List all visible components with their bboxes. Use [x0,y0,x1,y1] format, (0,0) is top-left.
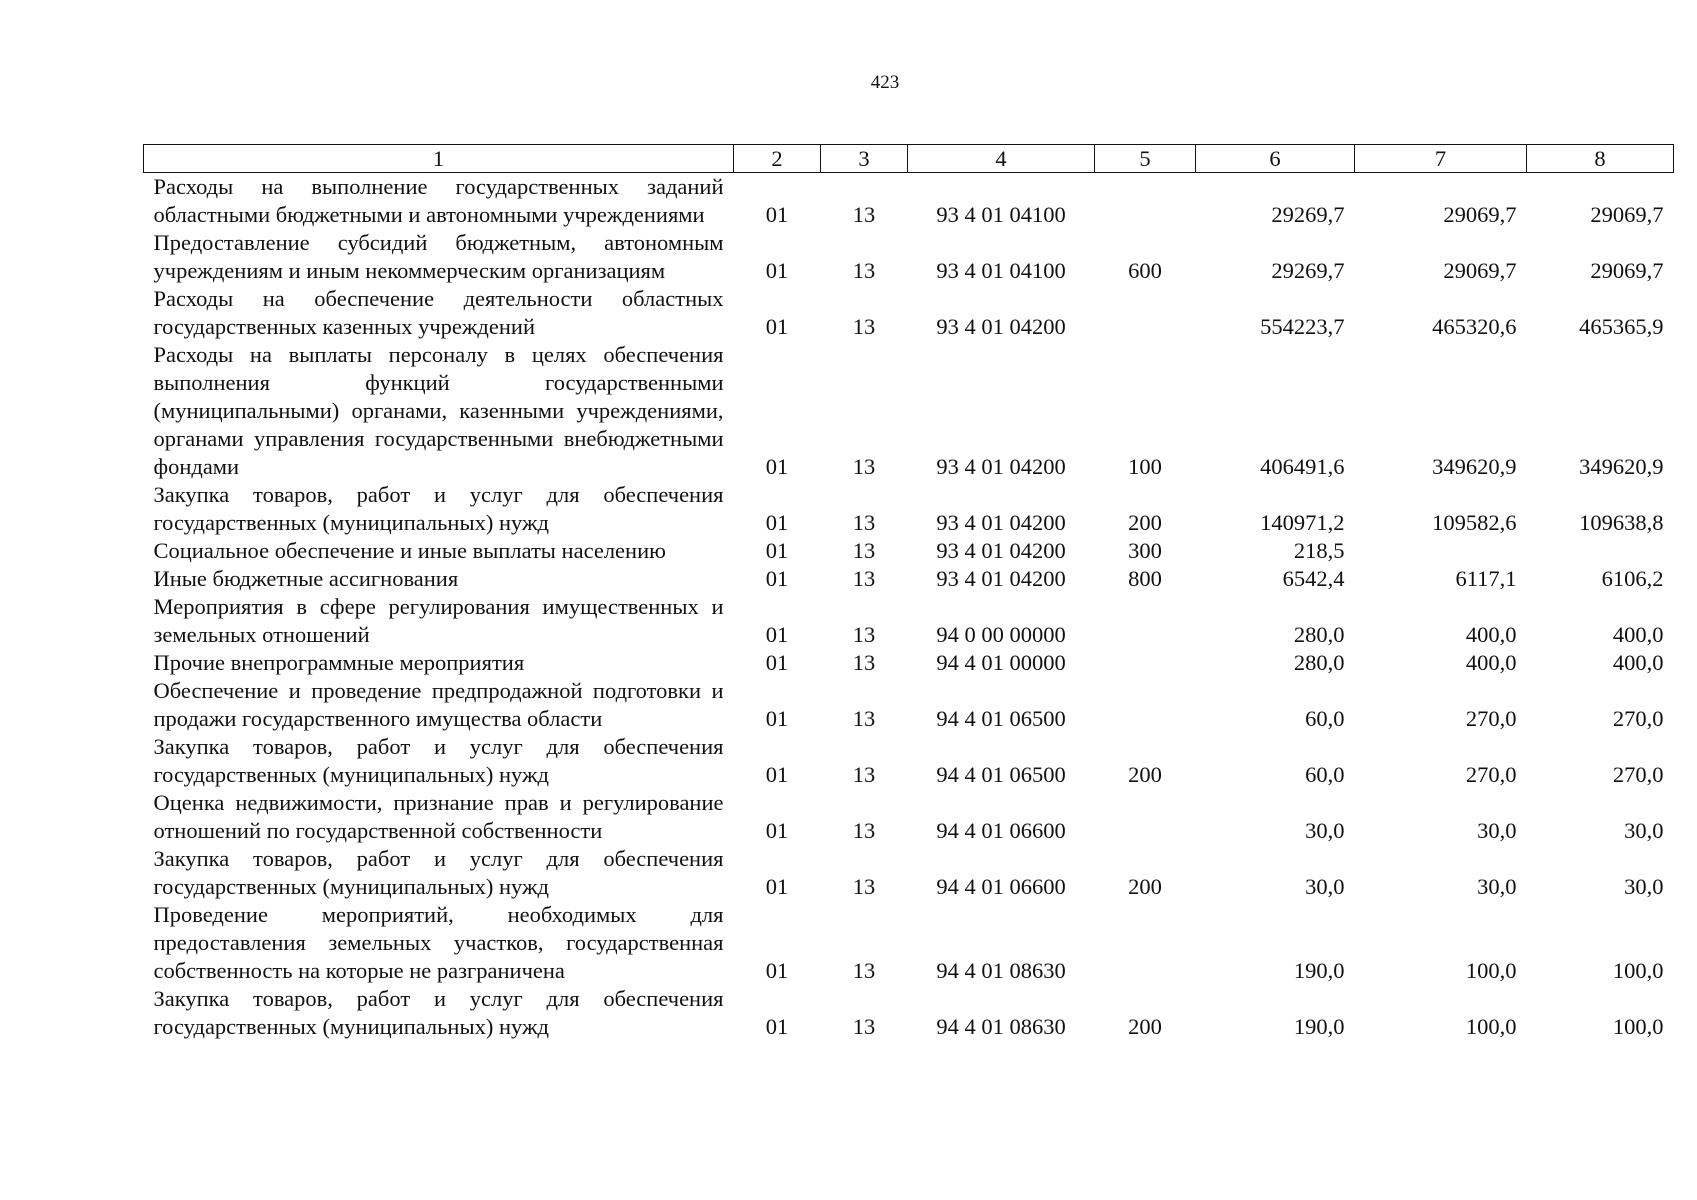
row-description: Мероприятия в сфере регулирования имущественных и земельных отношений [153,594,724,647]
row-target-article-code: 94 4 01 06600 [936,874,1066,899]
row-description: Закупка товаров, работ и услуг для обеспечения государственных (муниципальных) нужд [153,846,724,899]
header-col-3: 3 [821,145,908,173]
row-amount-col-8 [1527,537,1674,565]
table-row [144,901,1674,985]
row-amount-col-6: 30,0 [1305,874,1345,899]
row-target-article-code: 93 4 01 04200 [936,538,1066,563]
row-section-code: 01 [765,510,789,535]
header-col-5: 5 [1095,145,1196,173]
row-expense-type-code [1095,901,1196,985]
table-row [144,733,1674,789]
row-amount-col-7: 400,0 [1465,622,1517,647]
row-amount-col-7: 465320,6 [1432,314,1517,339]
row-expense-type-code: 800 [1128,566,1162,591]
row-amount-col-6: 29269,7 [1271,202,1345,227]
row-section-code: 01 [765,818,789,843]
row-amount-col-7: 29069,7 [1443,202,1517,227]
row-target-article-code: 93 4 01 04200 [936,314,1066,339]
header-col-8: 8 [1527,145,1674,173]
row-description: Обеспечение и проведение предпродажной подготовки и продажи государственного имущества области [153,678,724,731]
row-target-article-code: 93 4 01 04200 [936,566,1066,591]
table-row [144,173,1674,230]
row-target-article-code: 93 4 01 04100 [936,258,1066,283]
row-subsection-code: 13 [852,566,876,591]
row-subsection-code: 13 [852,258,876,283]
row-section-code: 01 [765,762,789,787]
row-section-code: 01 [765,454,789,479]
row-expense-type-code: 600 [1128,258,1162,283]
row-amount-col-7: 6117,1 [1455,566,1517,591]
table-row [144,229,1674,285]
row-amount-col-6: 554223,7 [1260,314,1345,339]
row-subsection-code: 13 [852,706,876,731]
table-body [144,173,1674,1042]
row-subsection-code: 13 [852,510,876,535]
row-section-code: 01 [765,314,789,339]
table-row [144,845,1674,901]
row-description: Проведение мероприятий, необходимых для предоставления земельных участков, государственная собственность на которые не разграничена [153,902,724,983]
row-expense-type-code [1095,593,1196,649]
table-row [144,537,1674,565]
header-col-6: 6 [1196,145,1355,173]
row-subsection-code: 13 [852,958,876,983]
row-expense-type-code [1095,789,1196,845]
row-amount-col-8: 29069,7 [1590,202,1664,227]
row-target-article-code: 94 4 01 08630 [936,958,1066,983]
row-amount-col-6: 29269,7 [1271,258,1345,283]
header-row [144,145,1674,173]
row-amount-col-6: 6542,4 [1282,566,1345,591]
row-amount-col-8: 465365,9 [1579,314,1664,339]
row-description: Расходы на обеспечение деятельности областных государственных казенных учреждений [153,286,724,339]
row-subsection-code: 13 [852,1014,876,1039]
row-amount-col-6: 218,5 [1293,538,1345,563]
table-row [144,481,1674,537]
row-expense-type-code [1095,173,1196,230]
row-section-code: 01 [765,538,789,563]
row-subsection-code: 13 [852,202,876,227]
row-amount-col-6: 280,0 [1293,622,1345,647]
row-amount-col-6: 60,0 [1305,706,1345,731]
table-row [144,341,1674,481]
table-row [144,565,1674,593]
row-expense-type-code [1095,285,1196,341]
row-subsection-code: 13 [852,650,876,675]
row-description: Закупка товаров, работ и услуг для обеспечения государственных (муниципальных) нужд [153,986,724,1039]
row-amount-col-8: 6106,2 [1601,566,1664,591]
row-target-article-code: 94 0 00 00000 [936,622,1066,647]
table-row [144,789,1674,845]
row-expense-type-code: 300 [1128,538,1162,563]
row-description: Иные бюджетные ассигнования [153,566,459,591]
row-section-code: 01 [765,566,789,591]
row-amount-col-6: 406491,6 [1260,454,1345,479]
row-subsection-code: 13 [852,874,876,899]
row-amount-col-6: 140971,2 [1260,510,1345,535]
row-section-code: 01 [765,706,789,731]
row-amount-col-8: 30,0 [1624,818,1664,843]
row-expense-type-code [1095,649,1196,677]
row-subsection-code: 13 [852,314,876,339]
budget-table [143,144,1674,1041]
row-amount-col-8: 109638,8 [1579,510,1664,535]
row-target-article-code: 94 4 01 00000 [936,650,1066,675]
row-expense-type-code: 200 [1128,510,1162,535]
header-col-1: 1 [144,145,734,173]
row-amount-col-7: 100,0 [1465,1014,1517,1039]
table-row [144,985,1674,1041]
row-target-article-code: 93 4 01 04200 [936,510,1066,535]
row-description: Прочие внепрограммные мероприятия [153,650,525,675]
row-description: Расходы на выполнение государственных заданий областными бюджетными и автономными учреждениями [153,174,724,227]
row-expense-type-code [1095,677,1196,733]
row-amount-col-8: 270,0 [1612,762,1664,787]
table-row [144,285,1674,341]
row-amount-col-8: 349620,9 [1579,454,1664,479]
row-expense-type-code: 100 [1128,454,1162,479]
row-subsection-code: 13 [852,454,876,479]
row-amount-col-7: 30,0 [1477,818,1517,843]
row-expense-type-code: 200 [1128,762,1162,787]
row-description: Оценка недвижимости, признание прав и регулирование отношений по государственной собственности [153,790,724,843]
row-amount-col-7: 30,0 [1477,874,1517,899]
row-section-code: 01 [765,622,789,647]
row-description: Расходы на выплаты персоналу в целях обеспечения выполнения функций государственными (муниципальными) органами, казенными учреждениями, органами управления государственными внебюджетными фондами [153,342,724,479]
row-amount-col-8: 29069,7 [1590,258,1664,283]
row-amount-col-6: 60,0 [1305,762,1345,787]
row-subsection-code: 13 [852,762,876,787]
row-description: Предоставление субсидий бюджетным, автономным учреждениям и иным некоммерческим организациям [153,230,724,283]
row-subsection-code: 13 [852,818,876,843]
row-amount-col-7: 349620,9 [1432,454,1517,479]
row-expense-type-code: 200 [1128,1014,1162,1039]
row-target-article-code: 94 4 01 06600 [936,818,1066,843]
row-target-article-code: 93 4 01 04200 [936,454,1066,479]
row-subsection-code: 13 [852,538,876,563]
header-col-7: 7 [1355,145,1527,173]
row-expense-type-code: 200 [1128,874,1162,899]
row-description: Закупка товаров, работ и услуг для обеспечения государственных (муниципальных) нужд [153,734,724,787]
row-amount-col-8: 270,0 [1612,706,1664,731]
row-amount-col-6: 30,0 [1305,818,1345,843]
table-header [144,145,1674,173]
row-target-article-code: 93 4 01 04100 [936,202,1066,227]
row-amount-col-6: 190,0 [1293,958,1345,983]
row-section-code: 01 [765,874,789,899]
row-amount-col-7: 29069,7 [1443,258,1517,283]
row-description: Закупка товаров, работ и услуг для обеспечения государственных (муниципальных) нужд [153,482,724,535]
row-amount-col-8: 100,0 [1612,958,1664,983]
row-target-article-code: 94 4 01 06500 [936,706,1066,731]
row-description: Социальное обеспечение и иные выплаты населению [153,538,666,563]
row-section-code: 01 [765,202,789,227]
row-amount-col-7: 100,0 [1465,958,1517,983]
row-amount-col-7: 109582,6 [1432,510,1517,535]
row-amount-col-8: 100,0 [1612,1014,1664,1039]
row-amount-col-6: 190,0 [1293,1014,1345,1039]
table-row [144,593,1674,649]
row-target-article-code: 94 4 01 06500 [936,762,1066,787]
row-amount-col-7: 270,0 [1465,706,1517,731]
row-amount-col-6: 280,0 [1293,650,1345,675]
row-amount-col-7 [1355,537,1527,565]
header-col-4: 4 [908,145,1095,173]
row-amount-col-8: 400,0 [1612,650,1664,675]
row-section-code: 01 [765,258,789,283]
table-row [144,649,1674,677]
row-amount-col-7: 400,0 [1465,650,1517,675]
row-amount-col-8: 400,0 [1612,622,1664,647]
header-col-2: 2 [734,145,821,173]
row-subsection-code: 13 [852,622,876,647]
table-row [144,677,1674,733]
page-number: 423 [870,72,900,93]
row-section-code: 01 [765,650,789,675]
row-section-code: 01 [765,1014,789,1039]
row-section-code: 01 [765,958,789,983]
row-target-article-code: 94 4 01 08630 [936,1014,1066,1039]
row-amount-col-7: 270,0 [1465,762,1517,787]
row-amount-col-8: 30,0 [1624,874,1664,899]
